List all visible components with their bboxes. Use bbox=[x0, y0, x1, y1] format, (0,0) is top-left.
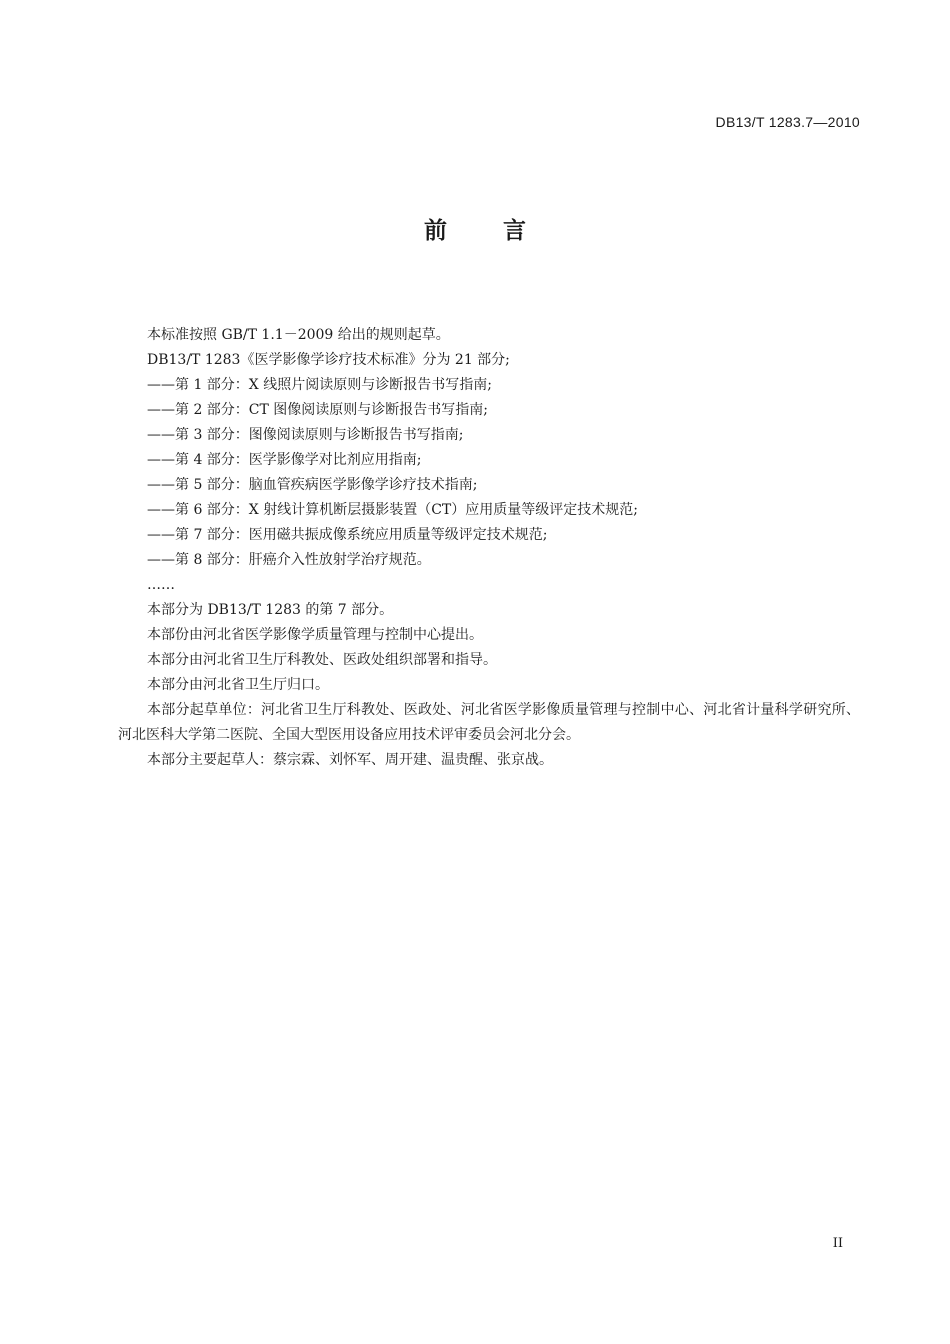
document-code: DB13/T 1283.7—2010 bbox=[715, 114, 860, 130]
foreword-body bbox=[118, 323, 860, 773]
list-item-part-4: ——第 4 部分：医学影像学对比剂应用指南; bbox=[147, 452, 422, 468]
list-item-part-7: ——第 7 部分：医用磁共振成像系统应用质量等级评定技术规范; bbox=[147, 527, 548, 543]
paragraph-standard-parts: DB13/T 1283《医学影像学诊疗技术标准》分为 21 部分; bbox=[147, 352, 510, 368]
paragraph-main-drafters: 本部分主要起草人：蔡宗霖、刘怀军、周开建、温贵醒、张京战。 bbox=[147, 752, 553, 768]
page-number: II bbox=[832, 1236, 843, 1251]
paragraph-part-number: 本部分为 DB13/T 1283 的第 7 部分。 bbox=[147, 602, 394, 618]
list-ellipsis: …… bbox=[147, 577, 175, 593]
list-item-part-5: ——第 5 部分：脑血管疾病医学影像学诊疗技术指南; bbox=[147, 477, 478, 493]
paragraph-drafting-rules: 本标准按照 GB/T 1.1－2009 给出的规则起草。 bbox=[147, 327, 450, 343]
list-item-part-8: ——第 8 部分：肝癌介入性放射学治疗规范。 bbox=[147, 552, 431, 568]
list-item-part-3: ——第 3 部分：图像阅读原则与诊断报告书写指南; bbox=[147, 427, 464, 443]
paragraph-organized-by: 本部分由河北省卫生厅科教处、医政处组织部署和指导。 bbox=[147, 652, 497, 668]
list-item-part-2: ——第 2 部分：CT 图像阅读原则与诊断报告书写指南; bbox=[147, 402, 489, 418]
list-item-part-6: ——第 6 部分：X 射线计算机断层摄影装置（CT）应用质量等级评定技术规范; bbox=[147, 502, 638, 518]
page-title: 前言 bbox=[424, 218, 582, 244]
paragraph-proposed-by: 本部份由河北省医学影像学质量管理与控制中心提出。 bbox=[147, 627, 483, 643]
paragraph-drafting-units: 本部分起草单位：河北省卫生厅科教处、医政处、河北省医学影像质量管理与控制中心、河北省计量科学研究所、河北医科大学第二医院、全国大型医用设备应用技术评审委员会河北分会。 bbox=[118, 702, 860, 743]
list-item-part-1: ——第 1 部分：X 线照片阅读原则与诊断报告书写指南; bbox=[147, 377, 492, 393]
paragraph-under-jurisdiction: 本部分由河北省卫生厅归口。 bbox=[147, 677, 329, 693]
